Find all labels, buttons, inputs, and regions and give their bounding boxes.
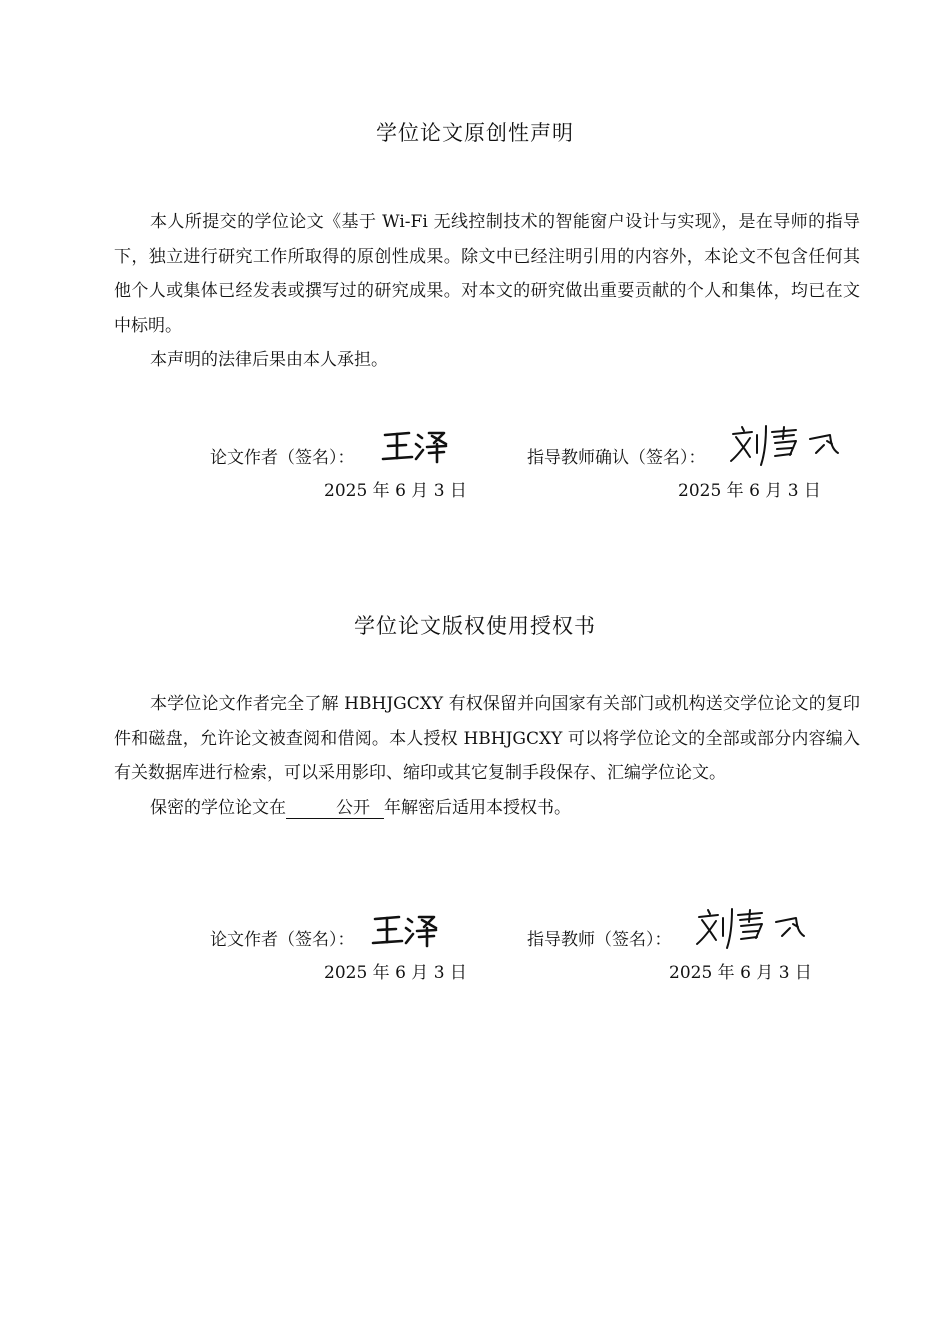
originality-paragraph-2: 本声明的法律后果由本人承担。 <box>150 350 388 370</box>
authorization-author-signature <box>372 912 442 948</box>
originality-advisor-date: 2025 年 6 月 3 日 <box>678 481 821 501</box>
confidential-prefix: 保密的学位论文在 <box>150 797 286 818</box>
originality-author-signature <box>382 428 452 464</box>
originality-paragraph-1: 本人所提交的学位论文《基于 Wi-Fi 无线控制技术的智能窗户设计与实现》，是在导师的指导下，独立进行研究工作所取得的原创性成果。除文中已经注明引用的内容外，本论文不包含任何其他个人或集体已经发表或撰写过的研究成果。对本文的研究做出重要贡献的个人和集体，均已在文中标明。 <box>114 212 860 336</box>
authorization-author-label: 论文作者（签名）： <box>210 930 355 950</box>
originality-author-date: 2025 年 6 月 3 日 <box>324 481 467 501</box>
authorization-body <box>114 687 860 825</box>
originality-body <box>114 205 860 378</box>
confidential-blank-field: 公开 <box>286 798 384 819</box>
originality-advisor-signature <box>728 423 846 467</box>
authorization-advisor-signature <box>694 906 812 950</box>
originality-title: 学位论文原创性声明 <box>376 121 574 145</box>
originality-author-label: 论文作者（签名）： <box>210 448 355 468</box>
authorization-author-date: 2025 年 6 月 3 日 <box>324 963 467 983</box>
authorization-paragraph-2 <box>114 791 860 826</box>
authorization-advisor-label: 指导教师（签名）： <box>527 930 672 950</box>
authorization-paragraph-1: 本学位论文作者完全了解 HBHJGCXY 有权保留并向国家有关部门或机构送交学位论文的复印件和磁盘，允许论文被查阅和借阅。本人授权 HBHJGCXY 可以将学位论文的全部或部分内容编入有关数据库进行检索，可以采用影印、缩印或其它复制手段保存、汇编学位论文。 <box>114 694 860 783</box>
confidential-suffix: 年解密后适用本授权书。 <box>384 797 571 818</box>
authorization-title: 学位论文版权使用授权书 <box>354 614 596 638</box>
originality-advisor-label: 指导教师确认（签名）： <box>527 448 706 468</box>
authorization-advisor-date: 2025 年 6 月 3 日 <box>669 963 812 983</box>
